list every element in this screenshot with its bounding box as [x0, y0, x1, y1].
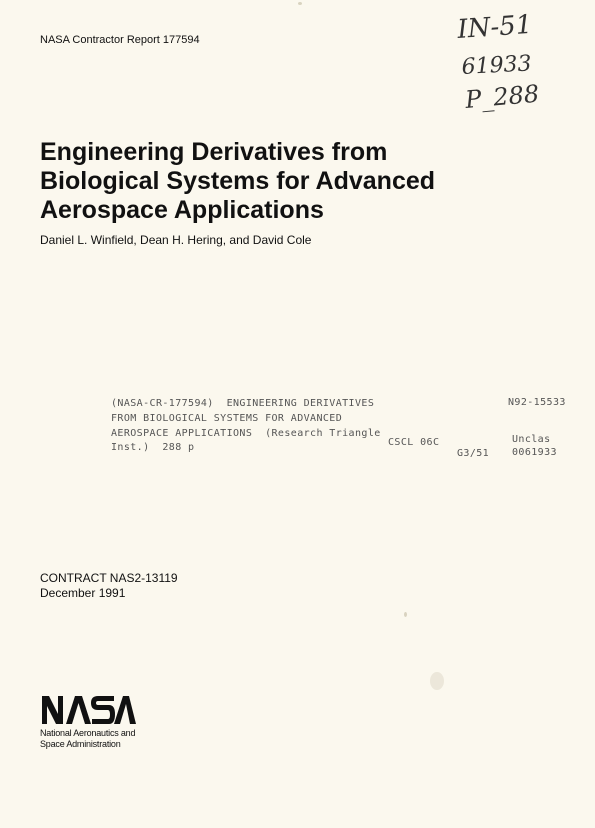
agency-line-1: National Aeronautics and: [40, 728, 136, 738]
paper-stain: [430, 672, 444, 690]
catalog-number: 0061933: [512, 447, 557, 458]
catalog-line-4: Inst.) 288 p: [111, 442, 195, 453]
handwritten-line-2: 61933: [461, 51, 533, 80]
catalog-line-1: (NASA-CR-177594) ENGINEERING DERIVATIVES: [111, 398, 375, 409]
catalog-cscl: CSCL 06C: [388, 437, 440, 448]
handwritten-line-1: IN-51: [456, 9, 534, 45]
authors: Daniel L. Winfield, Dean H. Hering, and David Cole: [40, 233, 312, 247]
paper-speck: [404, 612, 407, 617]
agency-name: [40, 728, 135, 750]
contract-date: December 1991: [40, 586, 126, 600]
catalog-group: G3/51: [457, 448, 490, 459]
paper-speck: [298, 2, 302, 5]
catalog-accession-number: N92-15533: [508, 397, 566, 408]
catalog-line-3: AEROSPACE APPLICATIONS (Research Triangle: [111, 428, 381, 439]
nasa-logo: [40, 696, 136, 724]
title-line-1: Engineering Derivatives from: [40, 138, 388, 166]
title-line-3: Aerospace Applications: [40, 196, 324, 224]
contract-number: CONTRACT NAS2-13119: [40, 571, 178, 585]
catalog-unclas: Unclas: [512, 434, 551, 445]
handwritten-line-3: P_288: [464, 79, 541, 114]
document-title: [40, 138, 520, 225]
agency-line-2: Space Administration: [40, 739, 121, 749]
title-line-2: Biological Systems for Advanced: [40, 167, 436, 195]
contract-info: [40, 571, 178, 601]
report-number: NASA Contractor Report 177594: [40, 34, 200, 46]
handwritten-annotation: [452, 8, 592, 126]
catalog-line-2: FROM BIOLOGICAL SYSTEMS FOR ADVANCED: [111, 413, 343, 424]
